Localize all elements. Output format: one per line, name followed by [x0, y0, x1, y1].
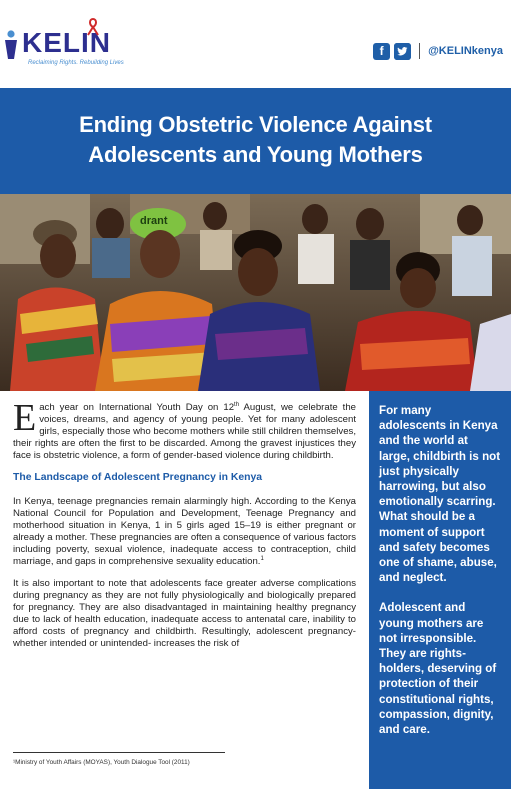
paragraph-complications: It is also important to note that adolescents face greater adverse complications during pregnancy as they are not fully physiologically and biologically prepared for pregnancy. They are also disadvantaged in maintaining healthy pregnancy due to lack of health education, inadequate access to antenatal care, inability to afford costs of pregnancy and childbirth. Resultingly, adolescent pregnancy- whether intended or unintended- increases the risk of — [13, 578, 356, 649]
article-body — [13, 397, 356, 660]
mothers-photo — [0, 194, 511, 391]
awareness-ribbon-icon — [86, 18, 100, 36]
title-line-1: Ending Obstetric Violence Against — [79, 112, 432, 137]
logo-tagline: Reclaiming Rights. Rebuilding Lives — [28, 60, 124, 66]
intro-paragraph — [13, 397, 356, 462]
paragraph-landscape-text: In Kenya, teenage pregnancies remain alarmingly high. According to the Kenya National Council for Population and Development, Teenage Pregnancy and motherhood situation in Kenya, 1 in 5 girls aged 15–19 is either pregnant or already a mother. These pregnancies are often a consequence of various factors including poverty, sexual violence, inadequate access to contraception, child marriage, and gaps in comprehensive sexuality education. — [13, 496, 356, 567]
paragraph-landscape — [13, 496, 356, 568]
social-divider — [419, 43, 420, 59]
logo-wordmark: KELIN — [22, 27, 111, 58]
intro-text-a: ach year on International Youth Day on 12 — [39, 402, 235, 413]
section-heading: The Landscape of Adolescent Pregnancy in Kenya — [13, 472, 263, 483]
twitter-icon[interactable] — [394, 43, 411, 60]
social-handle[interactable]: @KELINkenya — [428, 45, 503, 57]
intro-text-b: August, we celebrate the voices, dreams, and agency of young people. Yet for many adolescent girls, especially those who become mothers while still children themselves, their rights are often the first to be discarded. Among the gravest injustices they face is obstetric violence, a form of gender-based violence during childbirth. — [13, 402, 356, 461]
kelin-logo — [2, 24, 142, 74]
twitter-bird-icon — [394, 43, 411, 60]
drop-cap: E — [13, 397, 37, 439]
footnote: ¹Ministry of Youth Affairs (MOYAS), Youth Dialogue Tool (2011) — [13, 759, 190, 766]
group-photo-illustration — [0, 194, 511, 391]
page-title — [0, 110, 511, 170]
pull-quote-2: Adolescent and young mothers are not irresponsible. They are rights-holders, deserving of protection of their constitutional rights, compassion, dignity, and care. — [379, 601, 497, 737]
title-banner — [0, 88, 511, 194]
headwrap-text: drant — [140, 215, 168, 227]
pull-quote-1: For many adolescents in Kenya and the world at large, childbirth is not just physically harrowing, but also emotionally scarring. What should be a moment of support and safety becomes one of shame, abuse, and neglect. — [379, 404, 501, 585]
pull-quote-box — [369, 391, 511, 789]
footnote-divider — [13, 752, 225, 753]
person-logo-icon — [2, 30, 20, 60]
facebook-icon[interactable]: f — [373, 43, 390, 60]
social-links — [373, 42, 503, 60]
intro-sup: th — [234, 401, 240, 408]
footnote-ref[interactable]: 1 — [260, 555, 264, 562]
title-line-2: Adolescents and Young Mothers — [88, 142, 423, 167]
page-header — [0, 0, 511, 88]
